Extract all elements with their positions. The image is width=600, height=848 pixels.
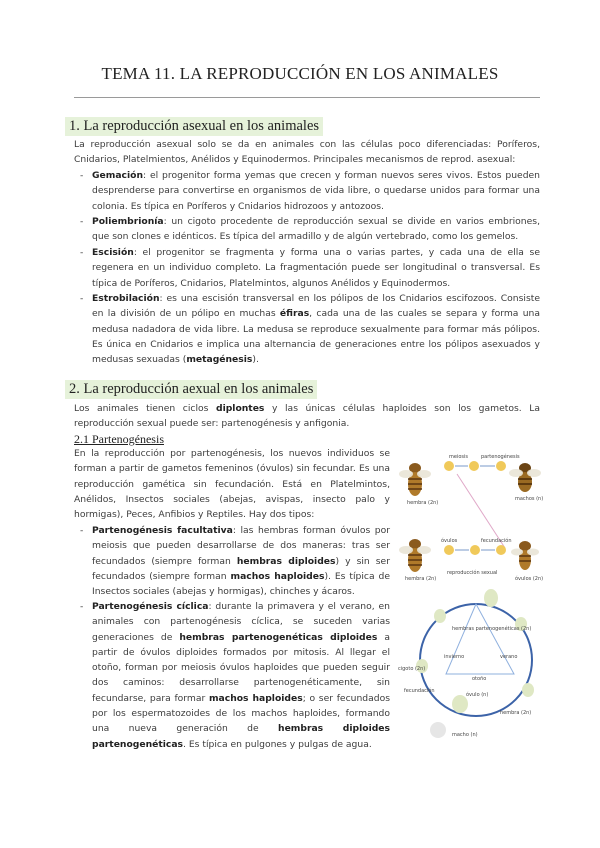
fig-label: meiosis [449,454,468,460]
definition: : un cigoto procedente de reproducción sexual se divide en varios embriones, que son clones e idénticos. Es típica del armadillo y de algún vertebrado, como los gemelos. [92,216,540,243]
fig-label: óvulo (n) [466,692,489,698]
fig-label: fecundación [481,538,512,544]
text: y las únicas células haploides son los gametos. La reproducción sexual puede ser: partenogénesis y anfigonia. [74,403,540,430]
oocyte-icon [496,545,506,555]
bullet-dash: - [80,247,84,258]
oocyte-icon [469,461,479,471]
fig-label: partenogénesis [481,454,520,460]
definition: ). [252,354,259,366]
list-item-poliembrionia [92,214,540,245]
definition: a partir de óvulos diploides formados por mitosis. Al llegar el otoño, forman por meiosis óvulos haploides que pueden seguir dos caminos: desarrollarse partenogenéticamente, sin fecundarse, para formar [92,631,390,704]
list-item-facultativa [92,523,390,599]
term: diplontes [216,403,265,414]
section-1-heading: 1. La reproducción asexual en los animales [65,117,323,136]
fig-label: reproducción sexual [447,570,498,576]
bullet-dash: - [80,525,84,536]
term: machos haploides [230,570,325,582]
bullet-dash: - [80,170,84,181]
term: hembras diploides partenogenéticas [92,723,390,750]
fig-label: macho (n) [452,732,478,738]
oocyte-icon [444,545,454,555]
term: Estrobilación [92,293,160,304]
oocyte-icon [470,545,480,555]
fig-label: otoño [472,676,487,682]
bullet-dash: - [80,601,84,612]
definition: : es una escisión transversal en los pólipos de los Cnidarios escifozoos. Consiste en la división de un pólipo en muchas [92,293,540,320]
definition: ; o ser fecundados por los espermatozoides de los machos haploides, formando una nueva generación de [92,692,390,735]
fig-label: cigoto (2n) [398,666,426,672]
cyclic-partenogenesis-figure [396,586,546,742]
term: metagénesis [186,354,253,366]
fig-label: hembra (2n) [405,576,437,582]
term: Gemación [92,170,143,181]
list-item-escision [92,245,540,291]
list-item-estrobilacion [92,291,540,367]
term: Poliembrionía [92,216,164,227]
subsection-heading: 2.1 Partenogénesis [74,432,164,446]
bullet-dash: - [80,293,84,304]
bee-partenogenesis-figure [397,446,547,594]
text: Los animales tienen ciclos [74,403,216,414]
section-2-intro [74,401,540,432]
fig-label: machos (n) [515,496,544,502]
definition: : el progenitor se fragmenta y forma una o varias partes, y cada una de ella se regenera en un individuo completo. La fragmentación puede ser longitudinal o transversal. Es típica de Poríferos, Cnidarios, Platelmintos, algunos Anélidos y Equinodermos. [92,247,540,289]
fig-label: hembras partenogenéticas (2n) [452,626,532,632]
term: Partenogénesis cíclica [92,601,209,612]
oocyte-icon [496,461,506,471]
fig-label: hembra (2n) [407,500,439,506]
fig-label: óvulos [441,538,458,544]
definition: : durante la primavera y el verano, en animales con partenogénesis cíclica, se suceden varias generaciones de [92,601,390,643]
definition: : el progenitor forma yemas que crecen y forman nuevos seres vivos. Estos pueden desprenderse para convertirse en organismos de vida libre, o quedarse unidos para formar una colonia. Es típica en Poríferos y Cnidarios hidrozoos y antozoos. [92,170,540,212]
fig-label: verano [500,654,518,660]
fig-label: hembra (2n) [500,710,532,716]
term: hembras partenogenéticas diploides [179,631,378,643]
fig-label: fecundación [404,688,435,694]
list-item-gemacion [92,168,540,214]
oocyte-icon [444,461,454,471]
definition: . Es típica en pulgones y pulgas de agua. [183,738,372,750]
fig-label: invierno [444,654,465,660]
definition: , cada una de las cuales se separa y forma una medusa nadadora de vida libre. La medusa se reproduce sexualmente para formar más pólipos. Es única en Cnidarios e implica una alternancia de generaciones entre los pólipos asexuados y medusas sexuadas ( [92,308,540,366]
term: éfiras [279,308,310,320]
term: hembras diploides [236,555,336,567]
term: Partenogénesis facultativa [92,525,233,536]
list-item-ciclica [92,599,390,752]
section-1-intro: La reproducción asexual solo se da en animales con las células poco diferenciadas: Poríferos, Cnidarios, Platelmientos, Anélidos y Equinodermos. Principales mecanismos de reprod. asexual: [74,139,540,166]
fig-label: óvulos (2n) [515,576,544,582]
page-title: TEMA 11. LA REPRODUCCIÓN EN LOS ANIMALES [101,64,499,83]
section-2-heading: 2. La reproducción aexual en los animales [65,380,317,399]
bullet-dash: - [80,216,84,227]
term: machos haploides [208,692,303,704]
term: Escisión [92,247,134,258]
partenogenesis-intro: En la reproducción por partenogénesis, los nuevos individuos se forman a partir de gametos femeninos (óvulos) sin fecundar. Es una reproducción gamética sin fecundación. Está en Platelmintos, Anélidos, Insectos sociales (abejas, avispas, insecto palo y hormigas), Peces, Anfibios y Reptiles. Hay dos tipos: [74,448,390,521]
definition: ) y sin ser fecundados (siempre forman [92,555,390,582]
definition: ). Es típica de Insectos sociales (abejas y hormigas), chinches y ácaros. [92,570,390,598]
definition: : las hembras forman óvulos por meiosis que pueden desarrollarse de dos maneras: tras ser fecundados (siempre forman [92,525,390,567]
title-divider [74,97,540,98]
